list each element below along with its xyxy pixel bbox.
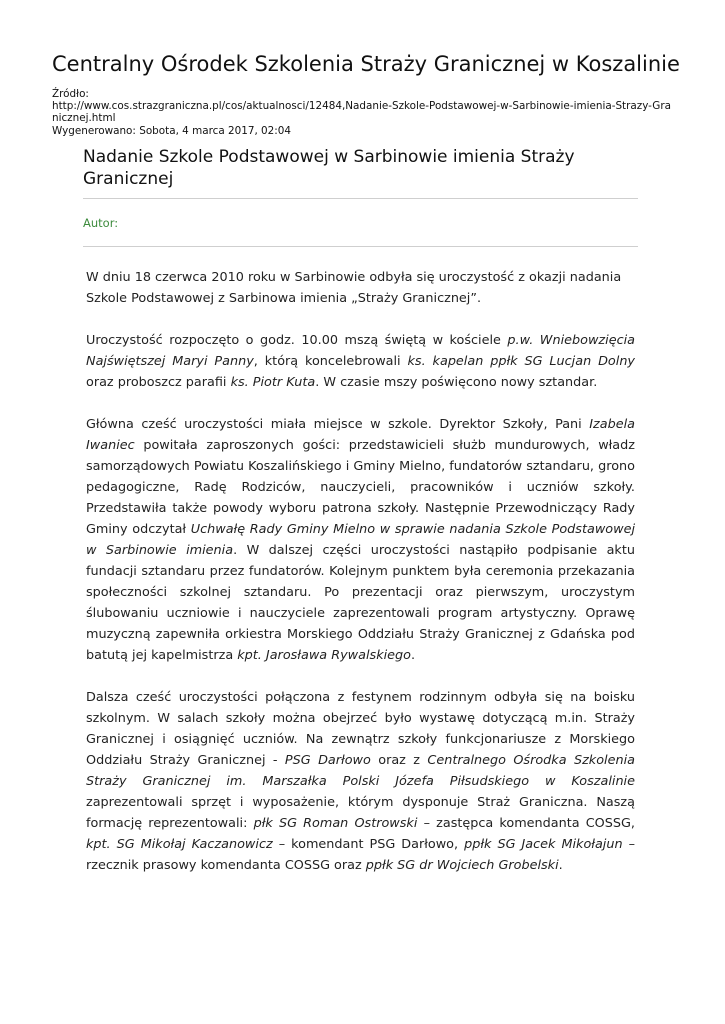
paragraph-text: oraz proboszcz parafii bbox=[86, 375, 231, 390]
paragraph-text: – zastępca komendanta COSSG, bbox=[417, 816, 635, 831]
paragraph-text: . W czasie mszy poświęcono nowy sztandar. bbox=[315, 375, 598, 390]
italic-text: płk SG Roman Ostrowski bbox=[253, 816, 418, 831]
article-paragraph bbox=[86, 414, 635, 666]
paragraph-text: Główna cześć uroczystości miała miejsce w szkole. Dyrektor Szkoły, Pani bbox=[86, 417, 590, 432]
paragraph-text: – komendant PSG Darłowo, bbox=[272, 837, 465, 852]
paragraph-text: . bbox=[558, 858, 563, 873]
generated-timestamp: Wygenerowano: Sobota, 4 marca 2017, 02:04 bbox=[52, 124, 291, 137]
paragraph-text: . W dalszej części uroczystości nastąpiło podpisanie aktu fundacji sztandaru przez fundatorów. Kolejnym punktem była ceremonia przekazania społeczności szkolnej sztandaru. Po prezentacji oraz pierwszym, uroczystym ślubowaniu uczniowie i nauczyciele zaprezentowali program artystyczny. Oprawę muzyczną zapewniła orkiestra Morskiego Oddziału Straży Granicznej z Gdańska pod batutą jej kapelmistrza bbox=[86, 543, 635, 663]
italic-text: Centralnego Ośrodka Szkolenia Straży Granicznej im. Marszałka Polski Józefa Piłsudskiego w Koszalinie bbox=[86, 753, 635, 789]
paragraph-text: zaprezentowali sprzęt i wyposażenie, którym dysponuje Straż Graniczna. Naszą formację reprezentowali: bbox=[86, 795, 635, 831]
italic-text: kpt. SG Mikołaj Kaczanowicz bbox=[86, 837, 273, 852]
italic-text: PSG Darłowo bbox=[284, 753, 371, 768]
source-label: Źródło: bbox=[52, 88, 89, 100]
paragraph-text: , którą koncelebrowali bbox=[253, 354, 408, 369]
article-title: Nadanie Szkole Podstawowej w Sarbinowie imienia Straży Granicznej bbox=[83, 147, 575, 189]
author-label: Autor: bbox=[83, 216, 119, 230]
paragraph-text: oraz z bbox=[370, 753, 428, 768]
document-meta bbox=[52, 88, 674, 137]
paragraph-text: – rzecznik prasowy komendanta COSSG oraz bbox=[86, 837, 636, 873]
italic-text: p.w. Wniebowzięcia Najświętszej Maryi Panny bbox=[86, 333, 635, 369]
italic-text: ppłk SG dr Wojciech Grobelski bbox=[365, 858, 559, 873]
paragraph-text: . bbox=[411, 648, 416, 663]
italic-text: ks. kapelan ppłk SG Lucjan Dolny bbox=[407, 354, 635, 369]
divider bbox=[83, 246, 638, 247]
divider bbox=[83, 198, 638, 199]
article-body bbox=[86, 267, 635, 897]
italic-text: Izabela Iwaniec bbox=[86, 417, 635, 453]
italic-text: ppłk SG Jacek Mikołajun bbox=[464, 837, 623, 852]
article-paragraph bbox=[86, 267, 635, 309]
paragraph-text: Dalsza cześć uroczystości połączona z festynem rodzinnym odbyła się na boisku szkolnym. W salach szkoły można obejrzeć było wystawę dotyczącą m.in. Straży Granicznej i osiągnięć uczniów. Na zewnątrz szkoły funkcjonariusze z Morskiego Oddziału Straży Granicznej - bbox=[86, 690, 635, 768]
paragraph-text: powitała zaproszonych gości: przedstawicieli służb mundurowych, władz samorządowych Powiatu Koszalińskiego i Gminy Mielno, fundatorów sztandaru, grono pedagogiczne, Radę Rodziców, nauczycieli, pracowników i uczniów szkoły. Przedstawiła także powody wyboru patrona szkoły. Następnie Przewodniczący Rady Gminy odczytał bbox=[86, 438, 635, 537]
source-url: http://www.cos.strazgraniczna.pl/cos/aktualnosci/12484,Nadanie-Szkole-Podstawowej-w-Sarbinowie-imienia-Strazy-Granicznej.html bbox=[52, 100, 671, 125]
paragraph-text: Uroczystość rozpoczęto o godz. 10.00 mszą świętą w kościele bbox=[86, 333, 508, 348]
italic-text: kpt. Jarosława Rywalskiego bbox=[237, 648, 411, 663]
italic-text: Uchwałę Rady Gminy Mielno w sprawie nadania Szkole Podstawowej w Sarbinowie imienia bbox=[86, 522, 636, 558]
article-paragraph bbox=[86, 330, 635, 393]
site-title: Centralny Ośrodek Szkolenia Straży Granicznej w Koszalinie bbox=[52, 52, 680, 76]
paragraph-text: W dniu 18 czerwca 2010 roku w Sarbinowie odbyła się uroczystość z okazji nadania Szkole Podstawowej z Sarbinowa imienia „Straży Granicznej”. bbox=[86, 270, 622, 306]
italic-text: ks. Piotr Kuta bbox=[230, 375, 316, 390]
article-paragraph bbox=[86, 687, 635, 876]
